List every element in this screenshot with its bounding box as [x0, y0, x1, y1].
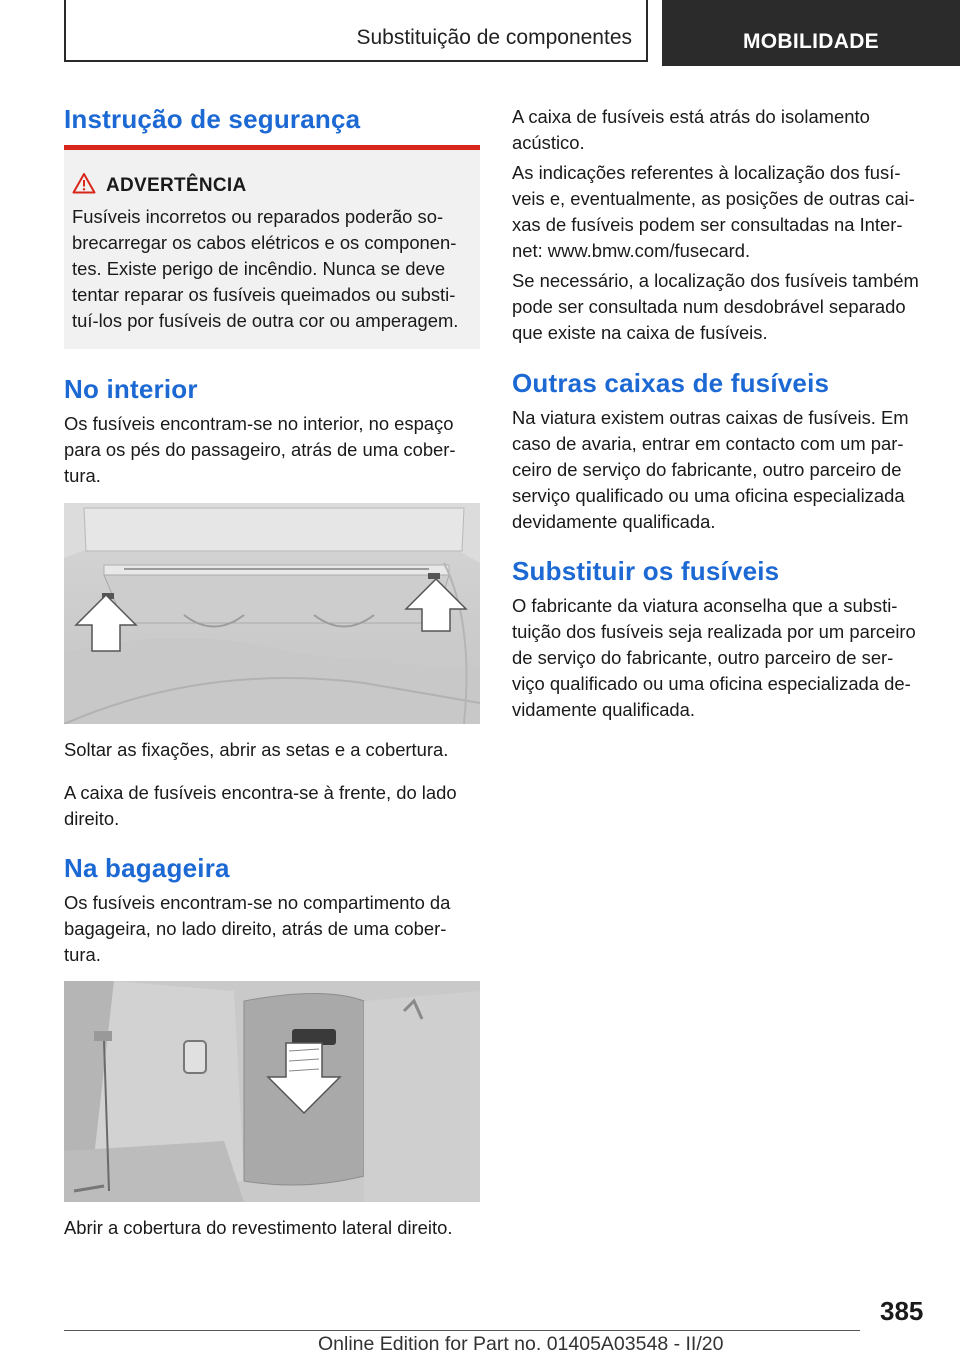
- right-paragraph-2: [512, 160, 928, 264]
- warning-line: tentar reparar os fusíveis queimados ou substi-: [72, 284, 456, 305]
- caption-photo-1: Soltar as fixações, abrir as setas e a cobertura.: [64, 739, 449, 760]
- text-line: devidamente qualificada.: [512, 511, 716, 532]
- section-title: Substituição de componentes: [356, 26, 632, 49]
- text-line: tura.: [64, 465, 101, 486]
- text-line: vidamente qualificada.: [512, 699, 695, 720]
- fusebox-location-paragraph: [64, 780, 480, 832]
- text-line: viço qualificado ou uma oficina especializada de-: [512, 673, 911, 694]
- heading-safety: Instrução de segurança: [64, 104, 361, 134]
- caption-photo-2: Abrir a cobertura do revestimento lateral direito.: [64, 1217, 453, 1238]
- text-line: acústico.: [512, 132, 585, 153]
- warning-line: Fusíveis incorretos ou reparados poderão so-: [72, 206, 444, 227]
- warning-line: brecarregar os cabos elétricos e os componen-: [72, 232, 457, 253]
- chapter-tab[interactable]: [662, 0, 960, 66]
- text-line: veis e, eventualmente, as posições de outras cai-: [512, 188, 915, 209]
- text-line: Na viatura existem outras caixas de fusíveis. Em: [512, 407, 909, 428]
- section-header-box: [64, 0, 648, 62]
- heading-other-fuseboxes: Outras caixas de fusíveis: [512, 368, 830, 398]
- other-fuseboxes-paragraph: [512, 405, 928, 535]
- text-line: xas de fusíveis podem ser consultadas na Inter-: [512, 214, 903, 235]
- warning-header: [72, 172, 247, 199]
- interior-paragraph: [64, 411, 480, 489]
- heading-replace-fuses: Substituir os fusíveis: [512, 556, 780, 586]
- warning-text: [72, 204, 478, 334]
- warning-line: tes. Existe perigo de incêndio. Nunca se deve: [72, 258, 446, 279]
- text-line: bagageira, no lado direito, atrás de uma cober-: [64, 918, 447, 939]
- page-header: [0, 0, 960, 66]
- warning-box: [64, 145, 480, 349]
- text-line: tura.: [64, 944, 101, 965]
- text-line: que existe na caixa de fusíveis.: [512, 322, 768, 343]
- replace-fuses-paragraph: [512, 593, 928, 723]
- edition-footer: Online Edition for Part no. 01405A03548 - II/20: [318, 1333, 724, 1355]
- warning-title: ADVERTÊNCIA: [106, 174, 247, 196]
- text-line: Os fusíveis encontram-se no compartimento da: [64, 892, 451, 913]
- footer-divider: [64, 1330, 860, 1331]
- interior-cover-photo: [64, 503, 480, 724]
- text-line: de serviço do fabricante, outro parceiro de ser-: [512, 647, 894, 668]
- text-line: caso de avaria, entrar em contacto com um par-: [512, 433, 904, 454]
- text-line: Se necessário, a localização dos fusíveis também: [512, 270, 919, 291]
- text-line: As indicações referentes à localização dos fusí-: [512, 162, 901, 183]
- chapter-title: MOBILIDADE: [743, 30, 879, 53]
- trunk-cover-photo: [64, 981, 480, 1202]
- right-paragraph-3: [512, 268, 928, 346]
- text-line: A caixa de fusíveis encontra-se à frente, do lado: [64, 782, 457, 803]
- trunk-paragraph: [64, 890, 480, 968]
- text-line: tuição dos fusíveis seja realizada por um parceiro: [512, 621, 916, 642]
- right-paragraph-1: [512, 104, 928, 156]
- text-line: direito.: [64, 808, 120, 829]
- warning-line: tuí-los por fusíveis de outra cor ou amperagem.: [72, 310, 459, 331]
- text-line: para os pés do passageiro, atrás de uma cober-: [64, 439, 456, 460]
- heading-trunk: Na bagageira: [64, 853, 230, 883]
- heading-interior: No interior: [64, 374, 198, 404]
- page-number: 385: [880, 1296, 924, 1326]
- text-line: net: www.bmw.com/fusecard.: [512, 240, 751, 261]
- text-line: ceiro de serviço do fabricante, outro parceiro de: [512, 459, 902, 480]
- text-line: Os fusíveis encontram-se no interior, no espaço: [64, 413, 454, 434]
- warning-triangle-icon: [72, 172, 96, 199]
- text-line: A caixa de fusíveis está atrás do isolamento: [512, 106, 870, 127]
- text-line: pode ser consultada num desdobrável separado: [512, 296, 906, 317]
- text-line: serviço qualificado ou uma oficina especializada: [512, 485, 905, 506]
- text-line: O fabricante da viatura aconselha que a substi-: [512, 595, 898, 616]
